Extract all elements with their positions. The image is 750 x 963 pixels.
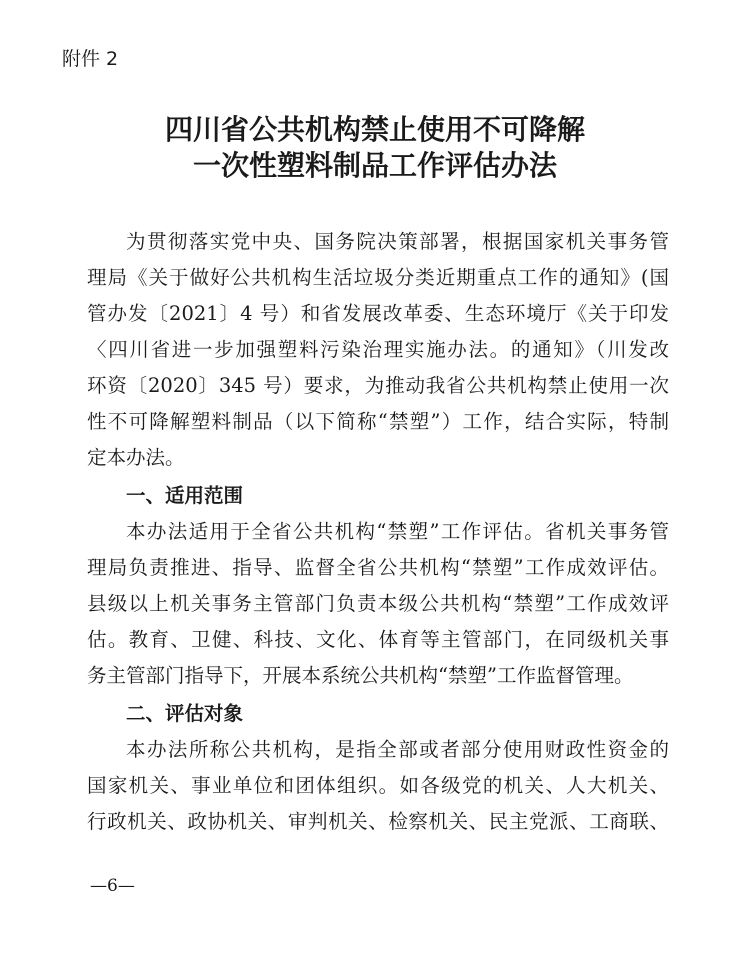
section-line: 国家机关、事业单位和团体组织。如各级党的机关、人大机关、 (87, 774, 669, 797)
section-line: 行政机关、政协机关、审判机关、检察机关、民主党派、工商联、 (87, 810, 669, 833)
section-line: 本办法适用于全省公共机构“禁塑”工作评估。省机关事务管 (126, 520, 669, 543)
intro-line: 定本办法。 (87, 446, 185, 469)
intro-line: 〈四川省进一步加强塑料污染治理实施办法。的通知》（川发改 (87, 338, 669, 361)
section-line: 县级以上机关事务主管部门负责本级公共机构“禁塑”工作成效评 (87, 592, 669, 615)
intro-line: 性不可降解塑料制品（以下简称“禁塑”）工作，结合实际，特制 (87, 410, 669, 433)
intro-line: 管办发〔2021〕4 号）和省发展改革委、生态环境厅《关于印发 (87, 302, 669, 325)
document-title-line-2: 一次性塑料制品工作评估办法 (192, 149, 557, 182)
intro-line: 环资〔2020〕345 号）要求，为推动我省公共机构禁止使用一次 (87, 374, 669, 397)
intro-line: 理局《关于做好公共机构生活垃圾分类近期重点工作的通知》(国 (87, 266, 669, 289)
section-line: 理局负责推进、指导、监督全省公共机构“禁塑”工作成效评估。 (87, 556, 669, 579)
page-number: —6— (90, 876, 135, 896)
section-line: 估。教育、卫健、科技、文化、体育等主管部门，在同级机关事 (87, 628, 669, 651)
document-title-line-1: 四川省公共机构禁止使用不可降解 (164, 113, 585, 146)
section-line: 本办法所称公共机构，是指全部或者部分使用财政性资金的 (126, 738, 669, 761)
intro-line: 为贯彻落实党中央、国务院决策部署，根据国家机关事务管 (126, 230, 669, 253)
attachment-label: 附件 2 (62, 48, 119, 70)
section-line: 务主管部门指导下，开展本系统公共机构“禁塑”工作监督管理。 (87, 664, 634, 687)
section-heading-objects: 二、评估对象 (126, 702, 244, 725)
section-heading-scope: 一、适用范围 (126, 484, 244, 507)
